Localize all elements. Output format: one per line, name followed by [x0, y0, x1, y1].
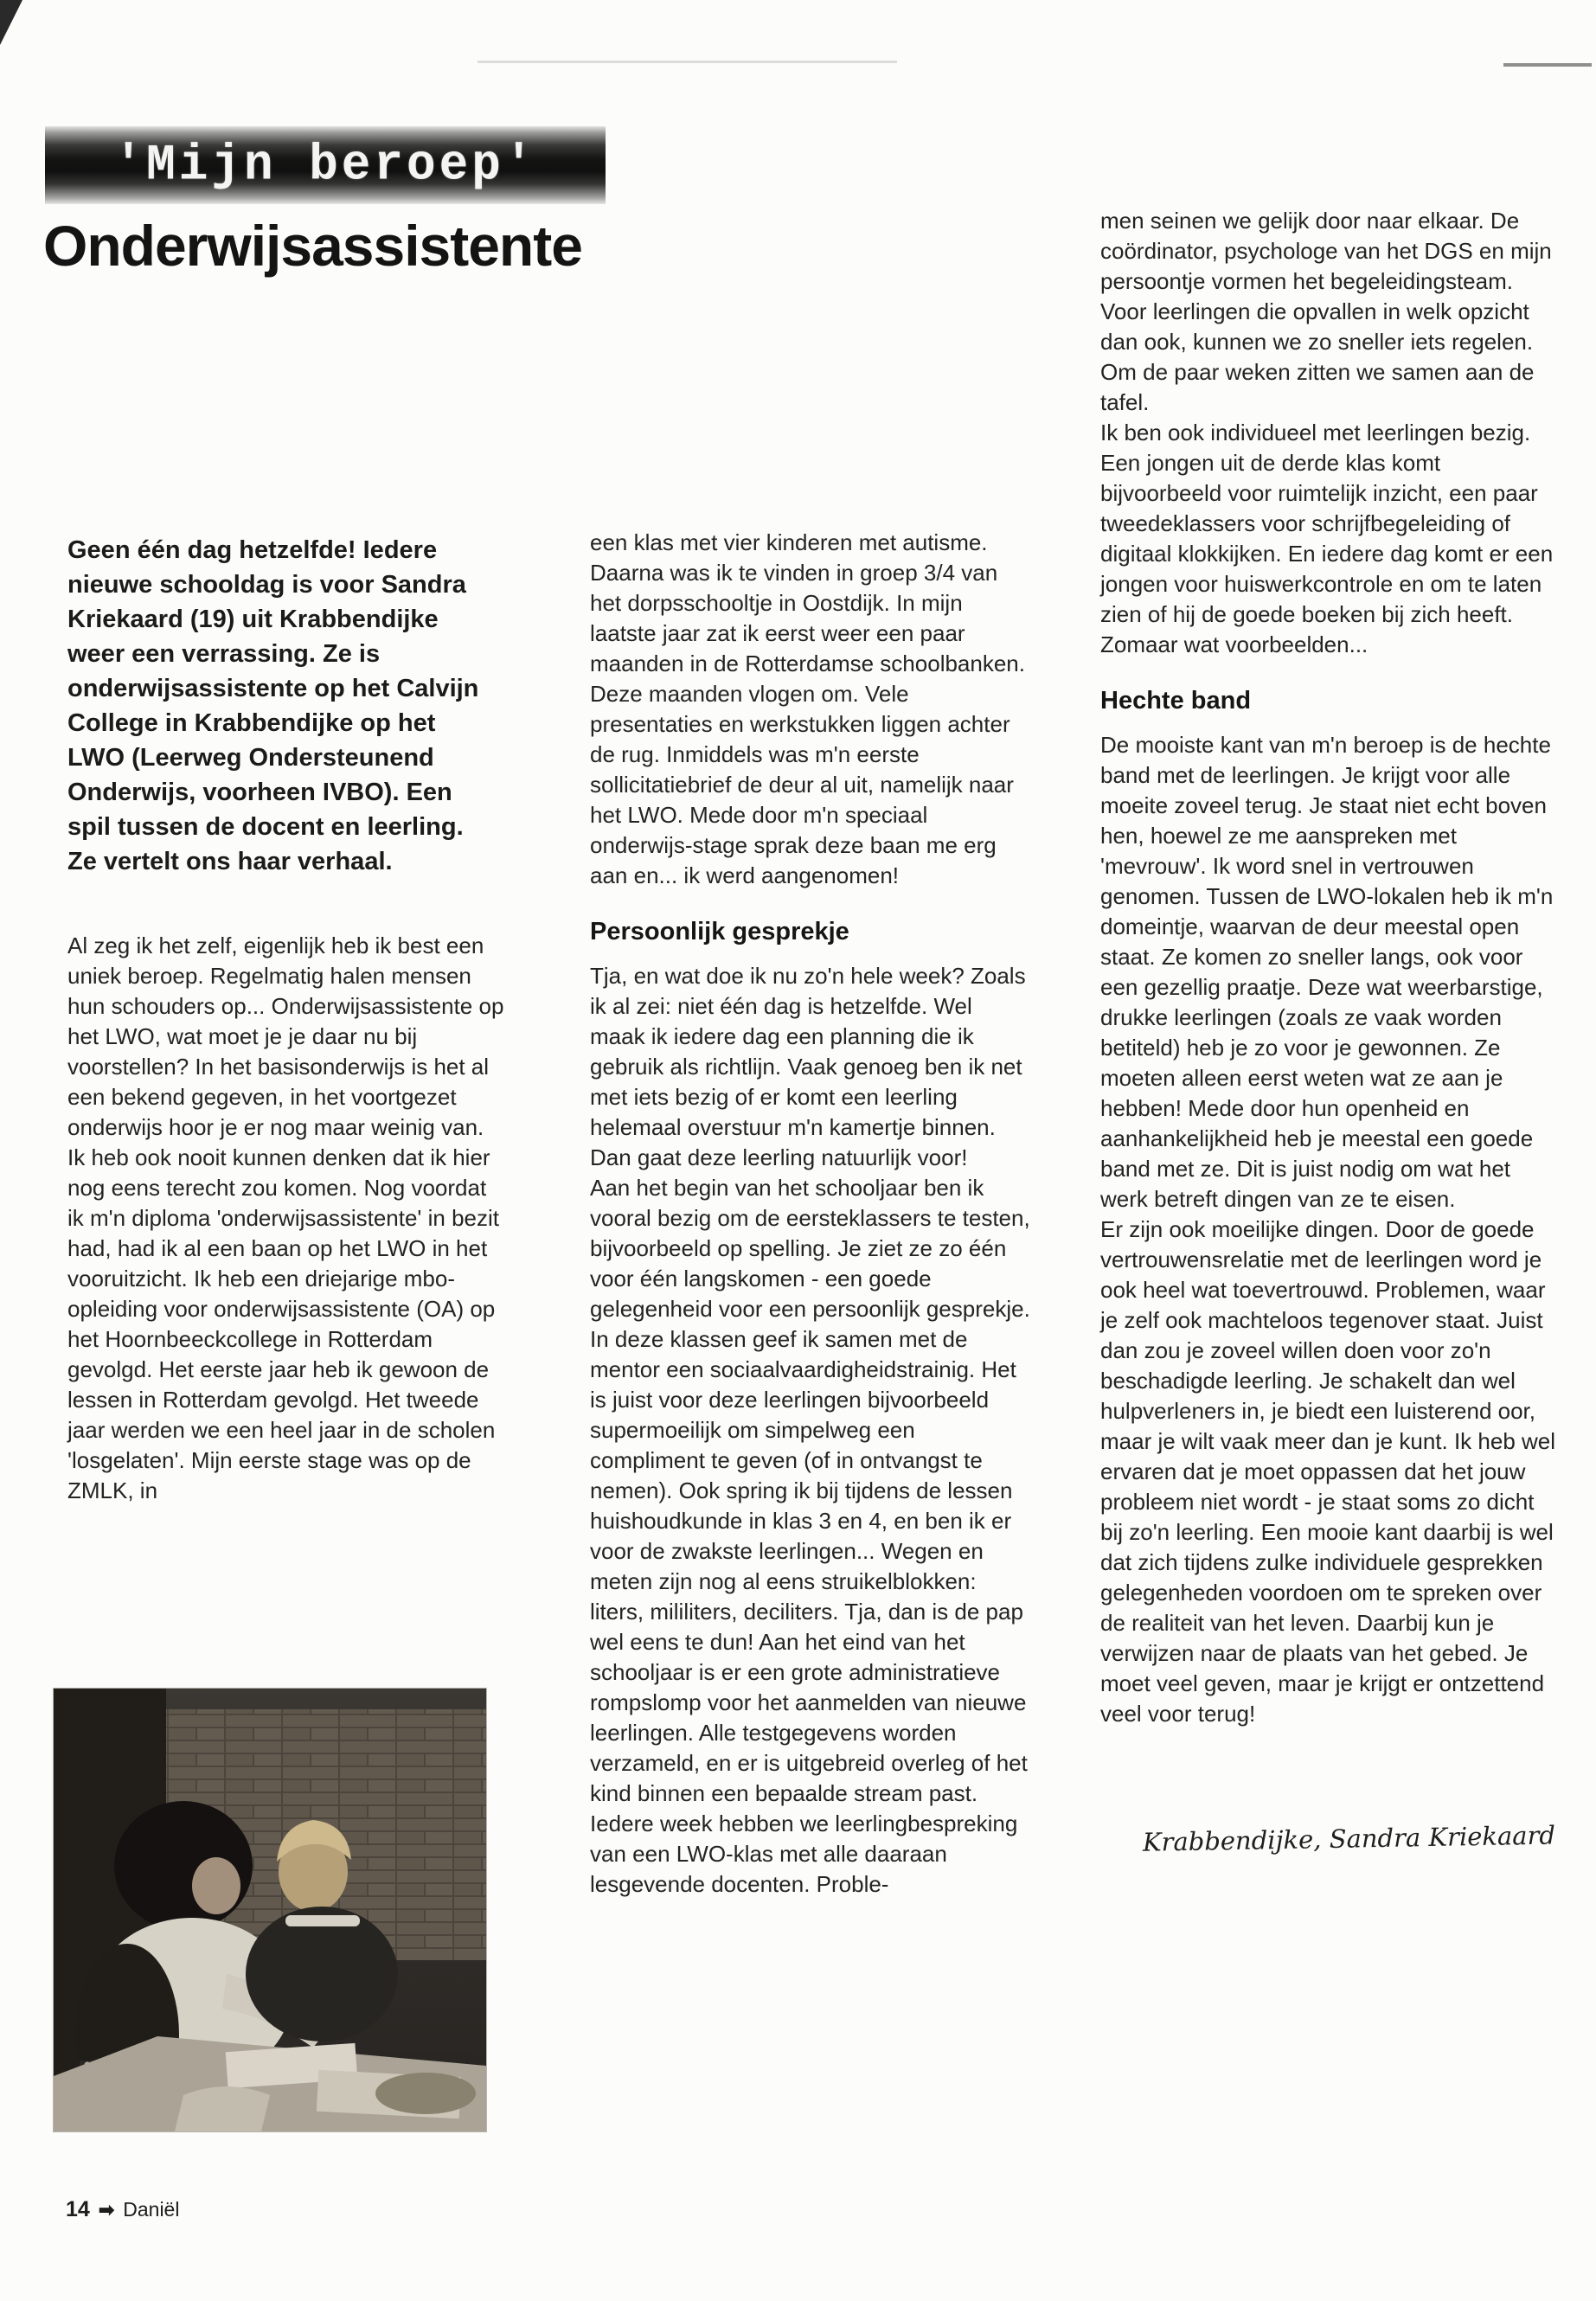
page-number: 14 [66, 2197, 90, 2221]
column-right [1100, 206, 1561, 1855]
paragraph: Ik ben ook individueel met leerlingen bezig. Een jongen uit de derde klas komt bijvoorbeeld voor ruimtelijk inzicht, een paar tweedeklassers voor schrijfbegeleiding of digitaal klokkijken. En iedere dag komt er een jongen voor huiswerkcontrole en om te laten zien of hij de goede boeken bij zich heeft. Zomaar wat voorbeelden... [1100, 420, 1554, 657]
article-intro: Geen één dag hetzelfde! Iedere nieuwe schooldag is voor Sandra Kriekaard (19) uit Krabbendijke weer een verrassing. Ze is onderwijsassistente op het Calvijn College in Krabbendijke op het LWO (Leerweg Ondersteunend Onderwijs, voorheen IVBO). Een spil tussen de docent en leerling. Ze vertelt ons haar verhaal. [67, 536, 479, 875]
column-left-intro [67, 533, 483, 879]
paragraph: Iedere week hebben we leerlingbespreking van een LWO-klas met alle daaraan lesgevende docenten. Proble- [590, 1811, 1018, 1897]
article-photo [54, 1689, 486, 2131]
arrow-icon: ➡ [98, 2199, 115, 2221]
paragraph: Er zijn ook moeilijke dingen. Door de goede vertrouwensrelatie met de leerlingen word je ook heel wat toevertrouwd. Problemen, waar je zelf ook machteloos tegenover staat. Juist dan zou je zoveel willen doen voor zo'n beschadigde leerling. Je schakelt dan wel hulpverleners in, je biedt een luisterend oor, maar je wilt vaak meer dan je kunt. Ik heb wel ervaren dat je moet oppassen dat het jouw probleem niet wordt - je staat soms zo dicht bij zo'n leerling. Een mooie kant daarbij is wel dat zich tijdens zulke individuele gesprekken gelegenheden voordoen om te spreken over de realiteit van het leven. Daarbij kun je verwijzen naar de plaats van het gebed. Je moet veel geven, maar je krijgt er ontzettend veel voor terug! [1100, 1216, 1556, 1727]
top-rule-dark [1503, 63, 1592, 67]
paragraph: Tja, en wat doe ik nu zo'n hele week? Zoals ik al zei: niet één dag is hetzelfde. Wel maak ik iedere dag een planning die ik gebruik als richtlijn. Vaak genoeg ben ik net met iets bezig of er komt een leerling helemaal overstuur m'n kamertje binnen. Dan gaat deze leerling natuurlijk voor! [590, 963, 1026, 1170]
page-footer [66, 2197, 179, 2222]
paragraph: men seinen we gelijk door naar elkaar. De coördinator, psychologe van het DGS en mijn persoontje vormen het begeleidingsteam. Voor leerlingen die opvallen in welk opzicht dan ook, kunnen we zo sneller iets regelen. Om de paar weken zitten we samen aan de tafel. [1100, 208, 1552, 415]
banner-title: 'Mijn beroep' [113, 136, 537, 195]
scan-artifact-corner [0, 0, 22, 45]
article-title: Onderwijsassistente [43, 214, 582, 278]
photo-illustration [54, 1689, 486, 2131]
paragraph: Aan het begin van het schooljaar ben ik vooral bezig om de eersteklassers te testen, bijvoorbeeld op spelling. Je ziet ze zo één voor één langskomen - een goede gelegenheid voor een persoonlijk gesprekje. In deze klassen geef ik samen met de mentor een sociaalvaardigheidstrainig. Het is juist voor deze leerlingen bijvoorbeeld supermoeilijk om simpelweg een compliment te geven (of in ontvangst te nemen). Ook spring ik bij tijdens de lessen huishoudkunde in klas 3 en 4, en ben ik er voor de zwakste leerlingen... Wegen en meten zijn nog al eens struikelblokken: liters, mililiters, deciliters. Tja, dan is de pap wel eens te dun! Aan het eind van het schooljaar is er een grote administratieve rompslomp voor het aanmelden van nieuwe leerlingen. Alle testgegevens worden verzameld, en er is uitgebreid overleg of het kind binnen een bepaalde stream past. [590, 1175, 1030, 1806]
magazine-name: Daniël [123, 2198, 180, 2221]
paragraph: een klas met vier kinderen met autisme. Daarna was ik te vinden in groep 3/4 van het dorpsschooltje in Oostdijk. In mijn laatste jaar zat ik eerst weer een paar maanden in de Rotterdamse schoolbanken. Deze maanden vlogen om. Vele presentaties en werkstukken liggen achter de rug. Inmiddels was m'n eerste sollicitatiebrief de deur al uit, namelijk naar het LWO. Mede door m'n speciaal onderwijs-stage sprak deze baan me erg aan en... ik werd aangenomen! [590, 529, 1025, 888]
subheading-hechte-band: Hechte band [1100, 687, 1252, 715]
top-rule-light [478, 61, 897, 63]
section-banner [45, 126, 606, 204]
column-left-body [67, 931, 507, 1506]
author-signature: Krabbendijke, Sandra Kriekaard [1142, 1820, 1556, 1857]
subheading-persoonlijk-gesprekje: Persoonlijk gesprekje [590, 918, 849, 945]
paragraph: De mooiste kant van m'n beroep is de hechte band met de leerlingen. Je krijgt voor alle moeite zoveel terug. Je staat niet echt boven hen, hoewel ze me aanspreken met 'mevrouw'. Ik word snel in vertrouwen genomen. Tussen de LWO-lokalen heb ik m'n domeintje, waarvan de deur meestal open staat. Ze komen zo sneller langs, ook voor een gezellig praatje. Deze wat weerbarstige, drukke leerlingen (zoals ze vaak worden betiteld) heb je zo voor je gewonnen. Ze moeten alleen eerst weten wat ze aan je hebben! Mede door hun openheid en aanhankelijkheid heb je meestal een goede band met ze. Dit is juist nodig om wat het werk betreft dingen van ze te eisen. [1100, 732, 1554, 1212]
column-middle [590, 528, 1033, 1900]
paragraph: Al zeg ik het zelf, eigenlijk heb ik best een uniek beroep. Regelmatig halen mensen hun schouders op... Onderwijsassistente op het LWO, wat moet je je daar nu bij voorstellen? In het basisonderwijs is het al een bekend gegeven, in het voortgezet onderwijs hoor je er nog maar weinig van. Ik heb ook nooit kunnen denken dat ik hier nog eens terecht zou komen. Nog voordat ik m'n diploma 'onderwijsassistente' in bezit had, had ik al een baan op het LWO in het vooruitzicht. Ik heb een driejarige mbo-opleiding voor onderwijsassistente (OA) op het Hoornbeeckcollege in Rotterdam gevolgd. Het eerste jaar heb ik gewoon de lessen in Rotterdam gevolgd. Het tweede jaar werden we een heel jaar in de scholen 'losgelaten'. Mijn eerste stage was op de ZMLK, in [67, 933, 504, 1503]
